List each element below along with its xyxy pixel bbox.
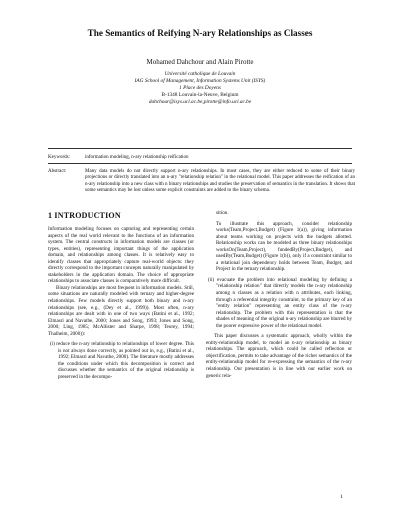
left-column <box>48 226 194 381</box>
abstract-text: Many data models do not directly support n-ary relationships. In most cases, they are either reduced to some of their binary projections or directly translated into an n-ary "relationship relation" in the relational model. This paper addresses the reification of an n-ary relationship into a new class with n binary relationships and studies the preservation of semantics in the translation. It shows that some semantics may be lost unless some explicit constraints are added to the binary schema. <box>85 169 355 193</box>
intro-paragraph-1: Information modeling focuses on capturing and representing certain aspects of the real world relevant to the functions of an information system. The central constructs in information models are classes (or types, entities), representing important things of the application domain, and relationships among classes. It is relatively easy to identify classes that appropriately capture real-world objects: they directly correspond to the important concepts naturally manipulated by stakeholders in the application domain. The choice of appropriate relationships to associate classes is comparatively more difficult. <box>48 226 194 285</box>
intro-paragraph-3: This paper discusses a systematic approach, wholly within the entity-relationship model, to model an n-ary relationship as binary relationships. The approach, which could be called reflection or objectification, permits to take advantage of the richer semantics of the entity-relationship model for re-expressing the semantics of the n-ary relationship. Our presentation is in line with our earlier work on generic rela- <box>206 333 352 379</box>
section-heading-introduction: 1 INTRODUCTION <box>48 211 121 220</box>
affiliation-university: Université catholique de Louvain <box>164 71 236 77</box>
page-number: 1 <box>340 494 343 500</box>
intro-list-item-1: (i) reduce the n-ary relationship to relationships of lower degree. This is not always done correctly, as pointed out in, e.g., (Batini et al., 1992; Elmasri and Navathe, 2000). The literature mostly addresses the conditions under which this decomposition is correct and discusses whether the semantics of the original relationship is preserved in the decompo- <box>50 341 194 381</box>
intro-paragraph-2: Binary relationships are most frequent in information models. Still, some situations are naturally modeled with ternary and higher-degree relationships. Few models directly support both binary and n-ary relationships (see, e.g., (Dey et al., 1999)). Most often, n-ary relationships are dealt with in one of two ways (Batini et al., 1992; Elmasri and Navathe, 2000; Jones and Song, 1993; Jones and Song, 2000; Ling, 1985; McAllister and Sharpe, 1998; Teorey, 1994; Thalheim, 2000)): <box>48 284 194 337</box>
keywords-label: Keywords: <box>48 155 70 160</box>
keywords-bottom-rule <box>48 163 352 164</box>
right-column <box>206 210 352 379</box>
keywords-top-rule <box>48 148 352 149</box>
paper-authors: Mohamed Dahchour and Alain Pirotte <box>146 58 254 66</box>
affiliation-street: 1 Place des Doyens <box>179 85 221 91</box>
affiliation-email: dahchour@isys.ucl.ac.be,pirotte@info.ucl.ac.be <box>148 99 252 105</box>
keywords-text: information modeling, n-ary relationship reification <box>85 155 189 160</box>
paper-title: The Semantics of Reifying N-ary Relationships as Classes <box>87 28 313 38</box>
list-item-1-example: To illustrate this approach, consider relationship works(Team,Project,Budget) (Figure 1(a)), giving information about teams working on projects with the budgets allotted. Relationship works can be modeled as three binary relationships worksOn(Team,Project), fundedBy(Project,Budget), and usedBy(Team,Budget) (Figure 1(b)), only if a constraint similar to a relational join dependency holds between Team, Budget, and Project in the ternary relationship. <box>216 220 352 273</box>
intro-list-item-2: (ii) evacuate the problem into relational modeling by defining a "relationship relation" that directly models the n-ary relationship among n classes as a relation with n attributes, each linking, through a referential integrity constraint, to the primary key of an "entity relation" representing an entity class of the n-ary relationship. The problem with this representation is that the shades of meaning of the original n-ary relationship are blurred by the poorer expressive power of the relational model. <box>208 276 352 329</box>
list-item-1-continuation: sition. <box>216 210 229 216</box>
author-affiliation <box>20 71 380 106</box>
abstract-label: Abstract: <box>48 169 67 174</box>
affiliation-city: B-1348 Louvain-la-Neuve, Belgium <box>161 92 239 98</box>
affiliation-school: IAG School of Management, Information Systems Unit (ISYS) <box>134 78 266 84</box>
